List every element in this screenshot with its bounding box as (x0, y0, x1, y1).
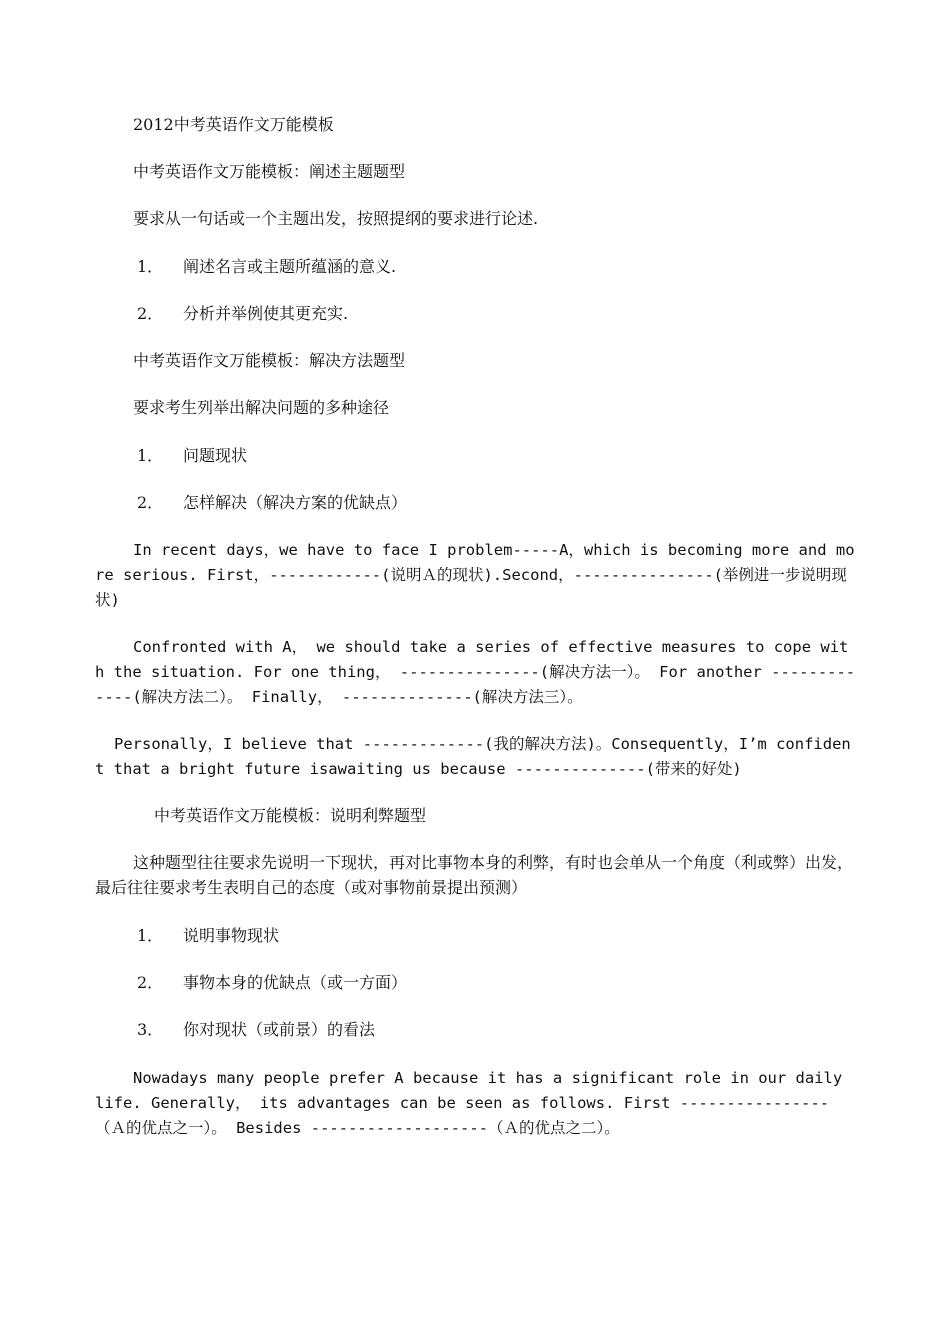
list-item-text: 事物本身的优缺点（或一方面） (183, 973, 408, 992)
list-item-text: 你对现状（或前景）的看法 (183, 1020, 376, 1039)
template-paragraph-advantages: Nowadays many people prefer A because it has a significant role in our daily life. Generally， its advantages can be seen as follows. First ----------------（Ａ的优点之一）。 Besides -------------------（Ａ的优点之二）。 (95, 1069, 843, 1137)
list-item-number: 1． (137, 446, 164, 465)
section-heading-solution: 中考英语作文万能模板：解决方法题型 (133, 351, 406, 370)
list-item-number: 2． (137, 973, 164, 992)
document-title: 2012中考英语作文万能模板 (133, 115, 334, 134)
list-item-text: 分析并举例使其更充实. (183, 304, 349, 323)
list-item-text: 说明事物现状 (183, 926, 280, 945)
template-paragraph-personal: Personally，I believe that -------------(我的解决方法)。Consequently，I’m confident that a bright future isawaiting us because --------------(带来的好处) (95, 735, 851, 778)
template-paragraph-problem: In recent days，we have to face I problem-----A，which is becoming more and more serious. First，------------(说明Ａ的现状).Second，---------------(举例进一步说明现状) (95, 541, 855, 609)
list-item (137, 926, 279, 946)
section-description-pros-cons: 这种题型往往要求先说明一下现状，再对比事物本身的利弊，有时也会单从一个角度（利或弊）出发，最后往往要求考生表明自己的态度（或对事物前景提出预测） (95, 853, 854, 897)
list-item (137, 257, 396, 277)
list-item-text: 阐述名言或主题所蕴涵的意义. (183, 257, 397, 276)
list-item-number: 1． (137, 926, 164, 945)
section-heading-theme: 中考英语作文万能模板：阐述主题题型 (133, 162, 406, 181)
list-item-number: 1． (137, 257, 164, 276)
list-item-text: 问题现状 (183, 446, 248, 465)
list-item-number: 2． (137, 493, 164, 512)
template-paragraph-measures: Confronted with A， we should take a series of effective measures to cope with the situation. For one thing， ---------------(解决方法一）。 For another -------------(解决方法二）。 Finally， --------------(解决方法三）。 (95, 638, 856, 706)
list-item (137, 493, 407, 513)
list-item-number: 3． (137, 1020, 164, 1039)
list-item-number: 2． (137, 304, 164, 323)
list-item-text: 怎样解决（解决方案的优缺点） (183, 493, 408, 512)
section-description-solution: 要求考生列举出解决问题的多种途径 (133, 398, 390, 417)
list-item (137, 446, 247, 466)
list-item (137, 973, 407, 993)
section-description-theme: 要求从一句话或一个主题出发，按照提纲的要求进行论述. (133, 209, 539, 228)
list-item (137, 304, 348, 324)
section-heading-pros-cons: 中考英语作文万能模板：说明利弊题型 (154, 806, 427, 825)
list-item (137, 1020, 375, 1040)
